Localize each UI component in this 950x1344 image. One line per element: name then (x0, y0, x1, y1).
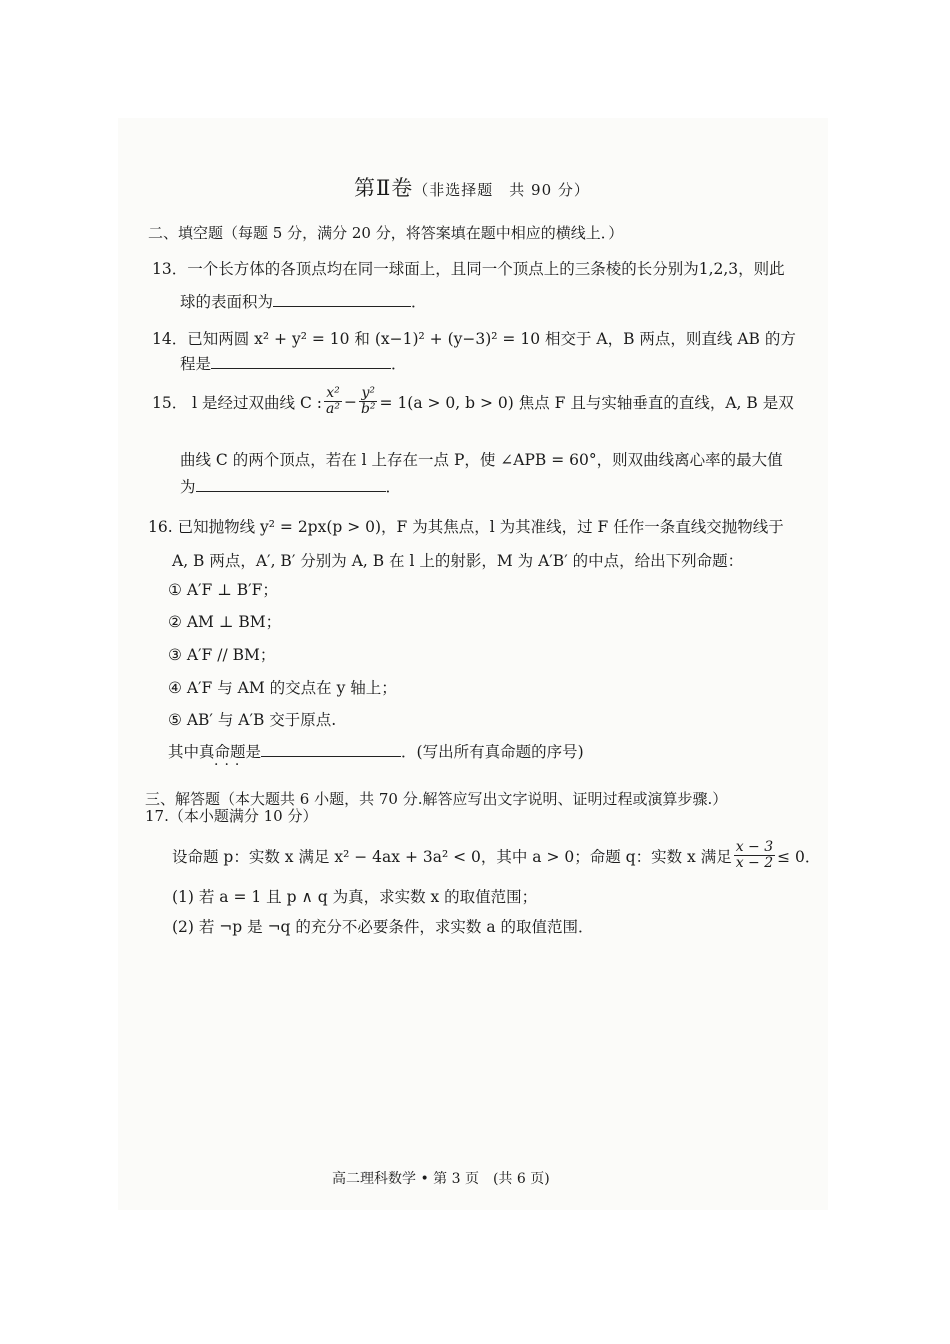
question-16-item-4: ④ A′F 与 AM 的交点在 y 轴上； (168, 679, 397, 697)
answer-blank-14[interactable] (211, 367, 391, 369)
q15-end: ． (385, 478, 402, 496)
answer-blank-16[interactable] (261, 755, 401, 757)
question-17-part-2: (2) 若 ¬p 是 ¬q 的充分不必要条件，求实数 a 的取值范围． (172, 918, 594, 936)
question-14-line2 (180, 352, 407, 374)
question-16-item-2: ② AM ⊥ BM； (168, 613, 282, 631)
q17-stem-prefix: 设命题 p：实数 x 满足 x² − 4ax + 3a² < 0，其中 a > 0；命题 q：实数 x 满足 (172, 847, 732, 866)
question-14-line1: 14．已知两圆 x² + y² = 10 和 (x−1)² + (y−3)² = 10 相交于 A，B 两点，则直线 AB 的方 (152, 330, 796, 348)
question-17-part-1: (1) 若 a = 1 且 p ∧ q 为真，求实数 x 的取值范围； (172, 888, 538, 906)
q16-answer-hint: ．(写出所有真命题的序号) (401, 743, 584, 761)
question-16-line1: 16. 已知抛物线 y² = 2px(p > 0)，F 为其焦点，l 为其准线，过 F 任作一条直线交抛物线于 (148, 518, 784, 536)
q15-fraction-y (359, 386, 378, 418)
question-16-item-1: ① A′F ⊥ B′F； (168, 581, 278, 599)
q14-end: ． (391, 355, 407, 373)
question-15-prompt: 为 (180, 478, 196, 496)
question-15-line3 (180, 475, 401, 497)
question-15-line2: 曲线 C 的两个顶点，若在 l 上存在一点 P，使 ∠APB = 60°，则双曲线离心率的最大值 (180, 451, 783, 469)
q15-prefix: 15． l 是经过双曲线 C : (152, 393, 322, 412)
section-solve-heading: 三、解答题（本大题共 6 小题，共 70 分.解答应写出文字说明、证明过程或演算步骤.） (145, 790, 728, 808)
q17-fraction (734, 840, 775, 872)
q15-frac1-num: x² (326, 385, 340, 401)
question-16-item-5: ⑤ AB′ 与 A′B 交于原点. (168, 711, 337, 729)
question-17-stem (172, 840, 820, 872)
section-fill-in-heading: 二、填空题（每题 5 分，满分 20 分，将答案填在题中相应的横线上．） (148, 224, 624, 242)
q15-fraction-x (324, 386, 342, 418)
question-16-item-3: ③ A′F // BM； (168, 646, 276, 664)
q15-frac2-num: y² (361, 385, 375, 401)
q15-suffix: = 1(a > 0, b > 0) 焦点 F 且与实轴垂直的直线，A, B 是双 (379, 393, 794, 412)
page-footer: 高二理科数学 • 第 3 页 (共 6 页) (332, 1171, 550, 1187)
title-sub: （非选择题 共 90 分） (413, 181, 590, 199)
title-main: 第Ⅱ卷 (354, 176, 414, 200)
q17-frac-num: x − 3 (735, 839, 774, 855)
q15-frac2-den: b² (360, 401, 376, 418)
q13-end: ． (411, 293, 427, 311)
question-13-line2 (180, 290, 427, 312)
question-13-line1: 13．一个长方体的各顶点均在同一球面上，且同一个顶点上的三条棱的长分别为1,2,3，则此 (152, 260, 785, 278)
q17-frac-den: x − 2 (735, 855, 774, 872)
question-14-prompt: 程是 (180, 355, 212, 373)
q16-answer-prompt: 其中真命题是 (168, 743, 262, 761)
question-15-line1 (152, 386, 794, 418)
q15-frac1-den: a² (325, 401, 340, 418)
answer-blank-15[interactable] (196, 490, 386, 492)
q15-minus: − (343, 392, 357, 411)
answer-blank-13[interactable] (273, 305, 411, 307)
question-17-header: 17.（本小题满分 10 分） (145, 807, 318, 825)
page-title (354, 172, 590, 202)
question-13-prompt: 球的表面积为 (180, 293, 274, 311)
emphasis-dots: ··· (214, 757, 246, 773)
q17-stem-suffix: ≤ 0． (777, 847, 821, 866)
question-16-line2: A, B 两点，A′, B′ 分别为 A, B 在 l 上的射影，M 为 A′B′ 的中点，给出下列命题： (172, 552, 744, 570)
